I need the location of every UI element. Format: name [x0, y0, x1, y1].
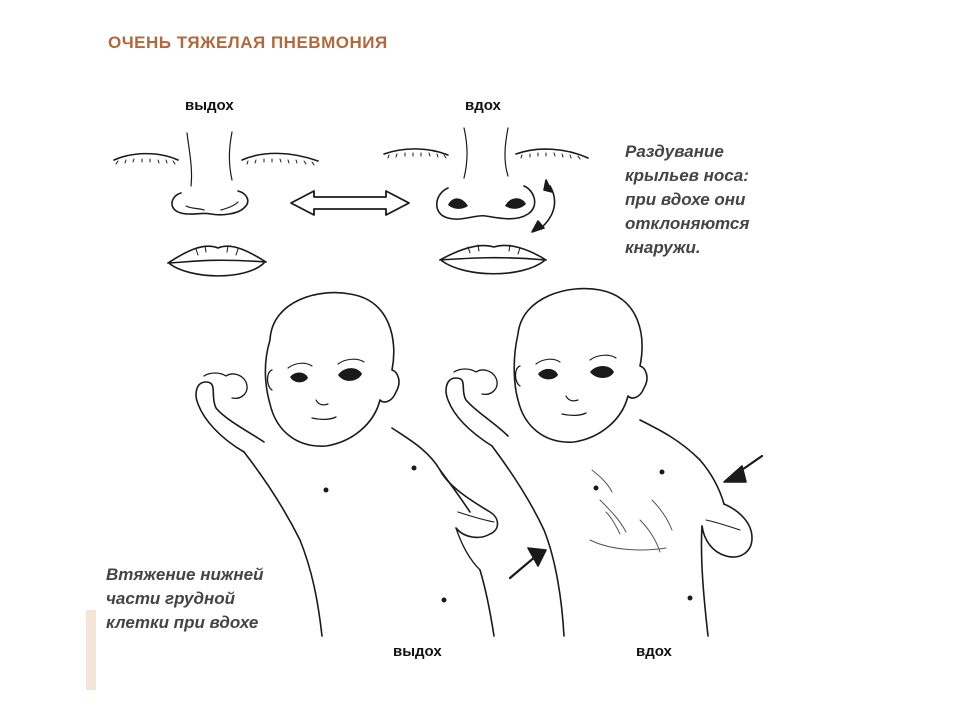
chest-indrawing-arrow-icon [724, 456, 762, 482]
double-arrow-icon [291, 191, 409, 215]
page-title: ОЧЕНЬ ТЯЖЕЛАЯ ПНЕВМОНИЯ [108, 33, 388, 52]
face-exhale-label: выдох [185, 97, 234, 114]
nose-caption-line: кнаружи. [625, 238, 701, 257]
chest-indrawing-arrow-icon [510, 548, 546, 578]
baby-inhale-label: вдох [636, 643, 672, 660]
baby-exhale-label: выдох [393, 643, 442, 660]
baby-exhale-illustration [196, 293, 497, 636]
face-inhale-label: вдох [465, 97, 501, 114]
nose-caption-line: отклоняются [625, 214, 750, 233]
nose-caption-line: крыльев носа: [625, 166, 749, 185]
chest-caption-line: части грудной [106, 589, 236, 608]
chest-caption-line: Втяжение нижней [106, 565, 264, 584]
baby-inhale-illustration [446, 289, 752, 636]
nose-caption-line: при вдохе они [625, 190, 746, 209]
face-inhale-illustration [384, 128, 588, 274]
chest-caption-line: клетки при вдохе [106, 613, 259, 632]
face-exhale-illustration [114, 132, 318, 276]
nose-caption-line: Раздувание [625, 142, 724, 161]
